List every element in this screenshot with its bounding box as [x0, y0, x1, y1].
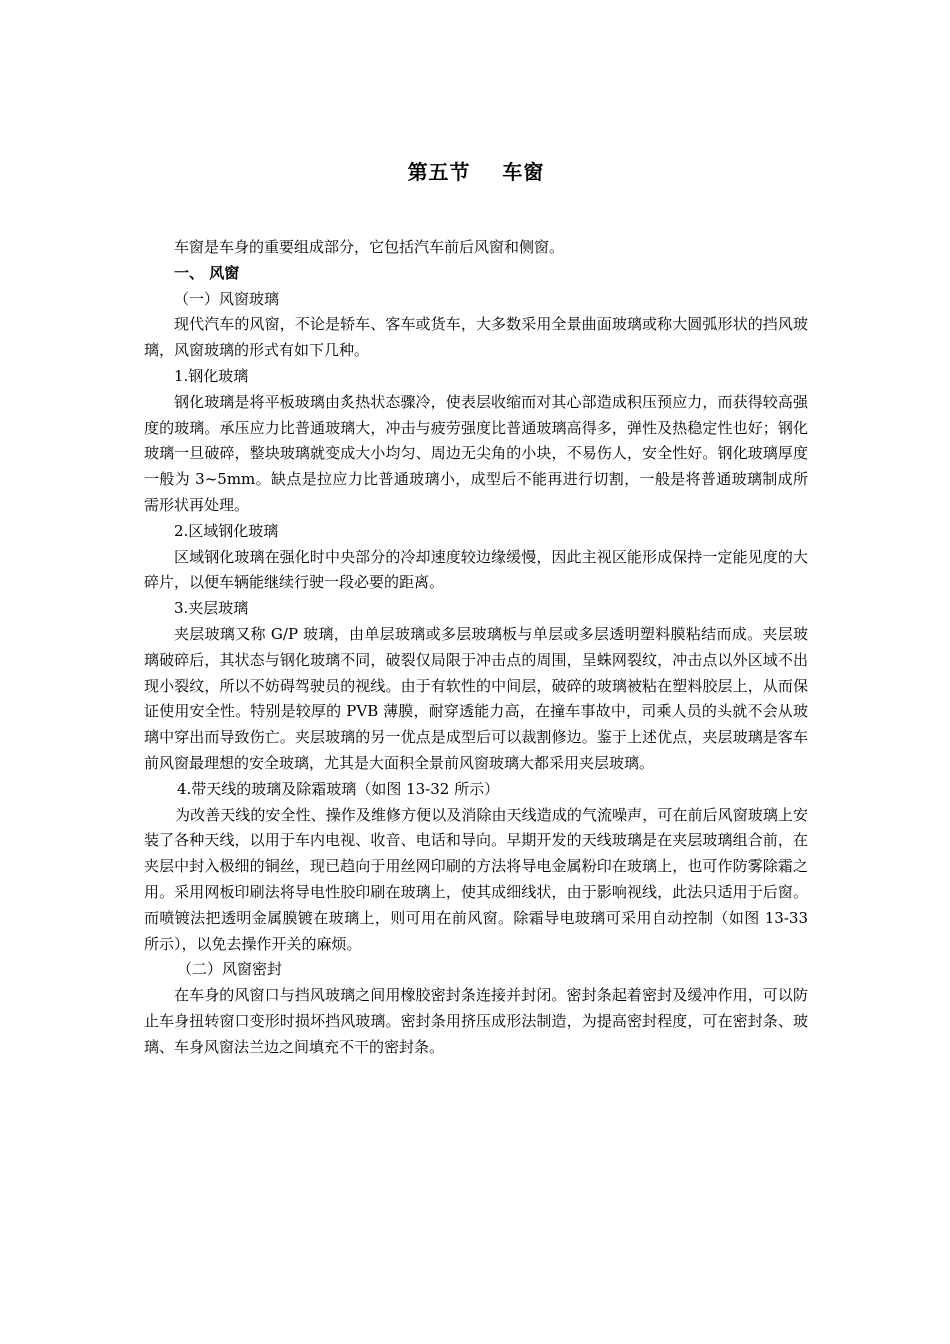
paragraph-windshield-seal: 在车身的风窗口与挡风玻璃之间用橡胶密封条连接并封闭。密封条起着密封及缓冲作用，可以防止车身扭转窗口变形时损坏挡风玻璃。密封条用挤压成形法制造，为提高密封程度，可在密封条、玻璃、车身风窗法兰边之间填充不干的密封条。: [144, 986, 808, 1056]
paragraph-laminated-glass: 夹层玻璃又称 G/P 玻璃，由单层玻璃或多层玻璃板与单层或多层透明塑料膜粘结而成。夹层玻璃破碎后，其状态与钢化玻璃不同，破裂仅局限于冲击点的周围，呈蛛网裂纹，冲击点以外区域不出现小裂纹，所以不妨碍驾驶员的视线。由于有软性的中间层，破碎的玻璃被粘在塑料胶层上，从而保证使用安全性。特别是较厚的 PVB 薄膜，耐穿透能力高，在撞车事故中，司乘人员的头就不会从玻璃中穿出而导致伤亡。夹层玻璃的另一优点是成型后可以裁割修边。鉴于上述优点，夹层玻璃是客车前风窗最理想的安全玻璃，尤其是大面积全景前风窗玻璃大都采用夹层玻璃。: [144, 624, 808, 772]
item-heading-zone-tempered-glass: 2.区域钢化玻璃: [174, 521, 279, 540]
paragraph-zone-tempered-glass: 区域钢化玻璃在强化时中央部分的冷却速度较边缘缓慢，因此主视区能形成保持一定能见度的大碎片，以便车辆能继续行驶一段必要的距离。: [144, 547, 808, 592]
paragraph-antenna-defrost-glass: 为改善天线的安全性、操作及维修方便以及消除由天线造成的气流噪声，可在前后风窗玻璃上安装了各种天线，以用于车内电视、收音、电话和导向。早期开发的天线玻璃是在夹层玻璃组合前，在夹层中封入极细的铜丝，现已趋向于用丝网印刷的方法将导电金属粉印在玻璃上，也可作防雾除霜之用。采用网板印刷法将导电性胶印刷在玻璃上，使其成细线状，由于影响视线，此法只适用于后窗。而喷镀法把透明金属膜镀在玻璃上，则可用在前风窗。除霜导电玻璃可采用自动控制（如图 13-33 所示），以免去操作开关的麻烦。: [144, 805, 808, 953]
intro-paragraph: 车窗是车身的重要组成部分，它包括汽车前后风窗和侧窗。: [174, 238, 565, 256]
subsection-heading-windshield-glass: （一）风窗玻璃: [174, 289, 280, 308]
section-heading-windshield: 一、 风窗: [174, 263, 240, 282]
item-heading-laminated-glass: 3.夹层玻璃: [174, 599, 249, 618]
page-title: 第五节 车窗: [407, 160, 545, 184]
item-heading-antenna-defrost-glass: 4.带天线的玻璃及除霜玻璃（如图 13-32 所示）: [177, 779, 500, 798]
subsection-heading-windshield-seal: （二）风窗密封: [177, 960, 283, 979]
paragraph-tempered-glass: 钢化玻璃是将平板玻璃由炙热状态骤冷，使表层收缩而对其心部造成积压预应力，而获得较高强度的玻璃。承压应力比普通玻璃大，冲击与疲劳强度比普通玻璃高得多，弹性及热稳定性也好；钢化玻璃一旦破碎，整块玻璃就变成大小均匀、周边无尖角的小块，不易伤人，安全性好。钢化玻璃厚度一般为 3~5mm。缺点是拉应力比普通玻璃小，成型后不能再进行切割，一般是将普通玻璃制成所需形状再处理。: [144, 392, 808, 514]
document-body: [144, 235, 808, 1061]
paragraph-windshield-types: 现代汽车的风窗，不论是轿车、客车或货车，大多数采用全景曲面玻璃或称大圆弧形状的挡风玻璃，风窗玻璃的形式有如下几种。: [144, 315, 808, 360]
item-heading-tempered-glass: 1.钢化玻璃: [174, 366, 249, 385]
